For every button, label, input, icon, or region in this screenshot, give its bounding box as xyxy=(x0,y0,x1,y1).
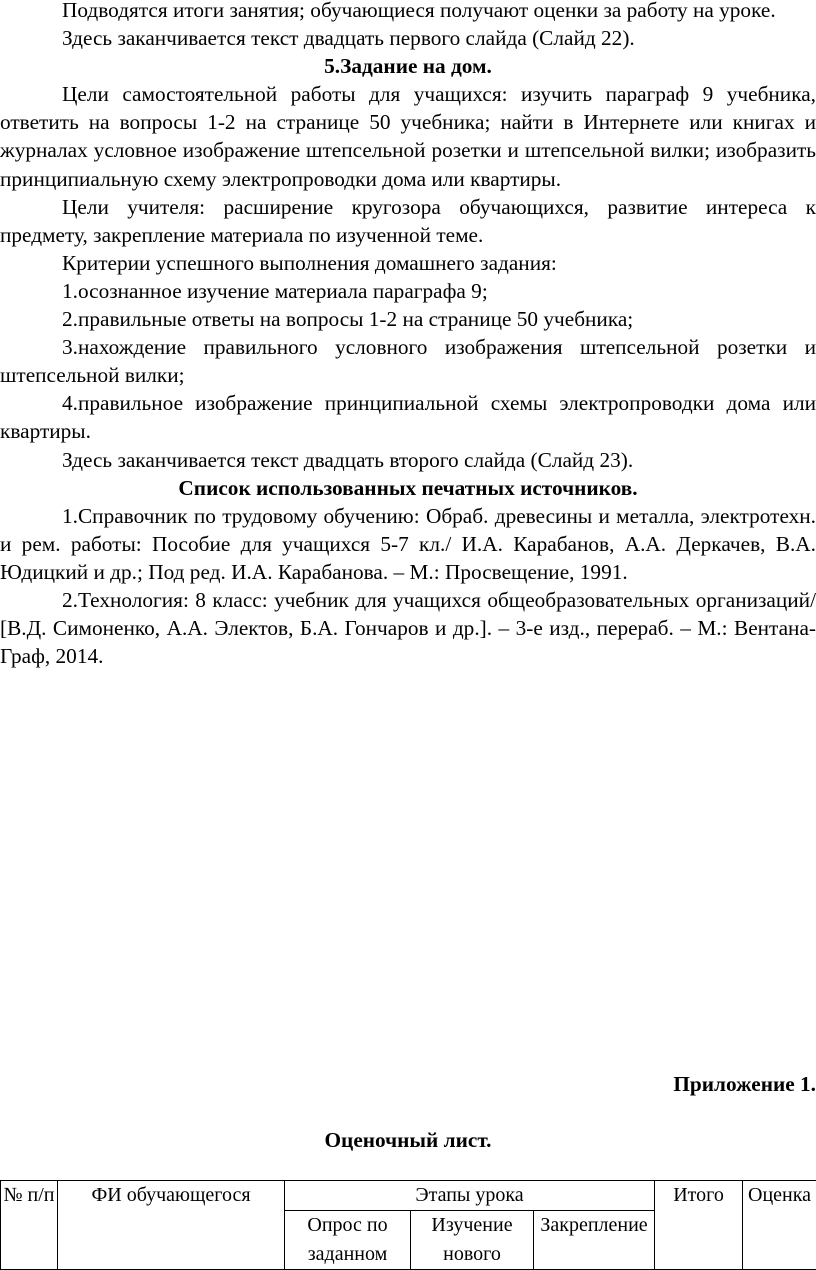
slide-23-note: Здесь заканчивается текст двадцать второго слайда (Слайд 23). xyxy=(0,446,816,474)
number-header-cell: № п/п xyxy=(1,1181,58,1270)
criteria-intro: Критерии успешного выполнения домашнего задания: xyxy=(0,249,816,277)
source-item: 1.Справочник по трудовому обучению: Обраб. древесины и металла, электротехн. и рем. работы: Пособие для учащихся 5-7 кл./ И.А. Карабанов, А.А. Деркачев, В.А. Юдицкий и др.; Под ред. И.А. Карабанова. – М.: Просвещение, 1991. xyxy=(0,502,816,586)
stage-header-cell: Закрепление xyxy=(534,1211,655,1270)
lesson-stages-header-cell: Этапы урока xyxy=(285,1181,655,1211)
criteria-item: 3.нахождение правильного условного изображения штепсельной розетки и штепсельной вилки; xyxy=(0,333,816,389)
grading-table xyxy=(0,1180,816,1270)
criteria-item: 2.правильные ответы на вопросы 1-2 на странице 50 учебника; xyxy=(0,305,816,333)
grade-header-cell: Оценка xyxy=(743,1181,816,1270)
sources-heading: Список использованных печатных источников. xyxy=(0,474,816,502)
criteria-item: 4.правильное изображение принципиальной схемы электропроводки дома или квартиры. xyxy=(0,389,816,445)
source-item: 2.Технология: 8 класс: учебник для учащихся общеобразовательных организаций/ [В.Д. Симоненко, А.А. Электов, Б.А. Гончаров и др.]. – 3-е изд., перераб. – М.: Вентана-Граф, 2014. xyxy=(0,586,816,670)
stage-header-cell: Опрос по заданном xyxy=(285,1211,411,1270)
student-name-header-cell: ФИ обучающегося xyxy=(58,1181,285,1270)
grading-sheet-title: Оценочный лист. xyxy=(0,1126,816,1154)
table-header-row xyxy=(1,1181,816,1211)
slide-22-note: Здесь заканчивается текст двадцать первого слайда (Слайд 22). xyxy=(0,24,816,52)
teacher-goals-paragraph: Цели учителя: расширение кругозора обучающихся, развитие интереса к предмету, закрепление материала по изученной теме. xyxy=(0,193,816,249)
total-header-cell: Итого xyxy=(655,1181,743,1270)
appendix-label: Приложение 1. xyxy=(673,1070,816,1098)
criteria-item: 1.осознанное изучение материала параграфа 9; xyxy=(0,277,816,305)
homework-heading: 5.Задание на дом. xyxy=(0,52,816,80)
lesson-summary-paragraph: Подводятся итоги занятия; обучающиеся получают оценки за работу на уроке. xyxy=(0,0,816,24)
student-goals-paragraph: Цели самостоятельной работы для учащихся: изучить параграф 9 учебника, ответить на вопросы 1-2 на странице 50 учебника; найти в Интернете или книгах и журналах условное изображение штепсельной розетки и штепсельной вилки; изобразить принципиальную схему электропроводки дома или квартиры. xyxy=(0,80,816,192)
stage-header-cell: Изучение нового xyxy=(411,1211,534,1270)
